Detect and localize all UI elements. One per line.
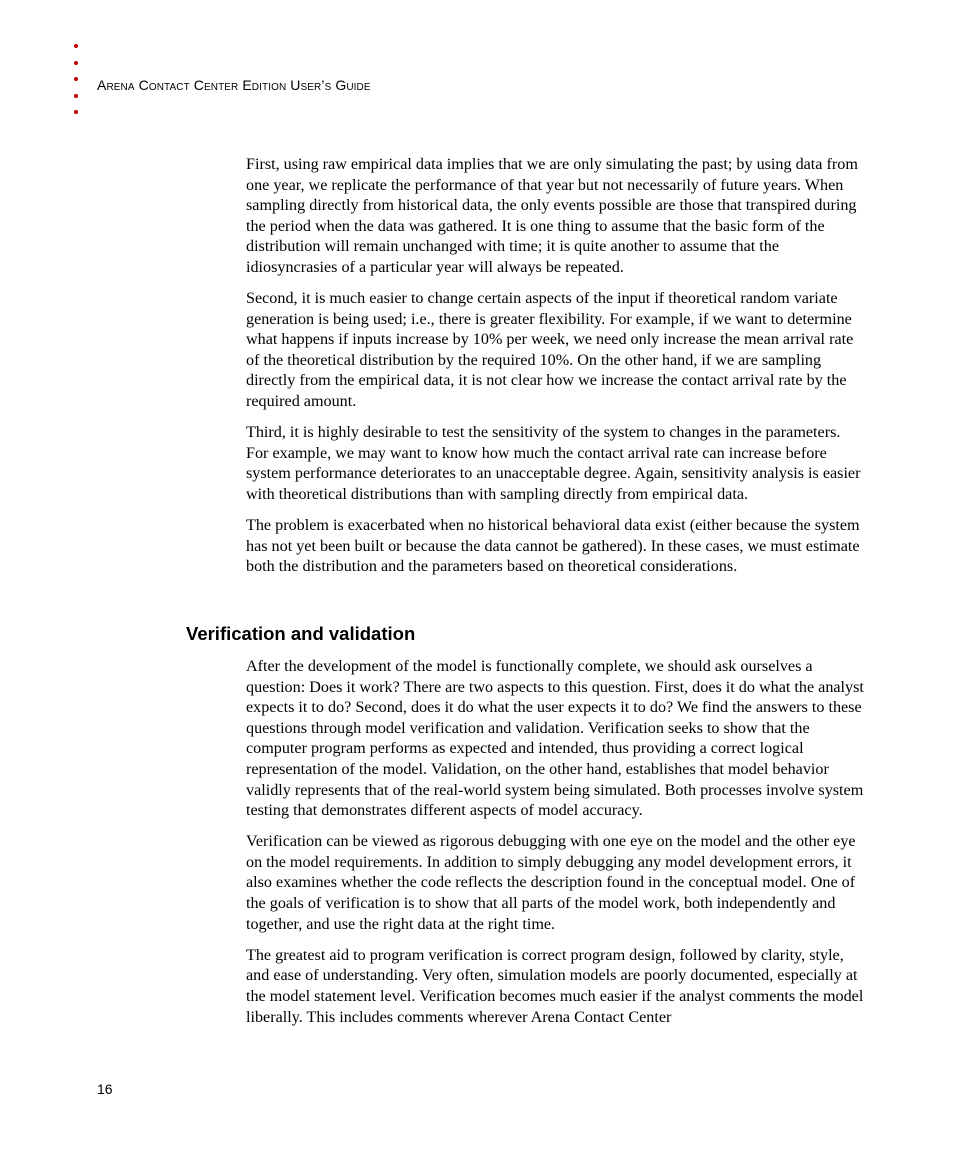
bullet-icon (74, 77, 78, 81)
bullet-icon (74, 94, 78, 98)
bullet-icon (74, 110, 78, 114)
body-paragraph: The greatest aid to program verification is correct program design, followed by clarity, style, and ease of understanding. Very often, simulation models are poorly documented, especially at the model statement level. Verification becomes much easier if the analyst comments the model liberally. This includes comments wherever Arena Contact Center (246, 946, 864, 1026)
body-paragraph: First, using raw empirical data implies that we are only simulating the past; by using data from one year, we replicate the performance of that year but not necessarily of future years. When sampling directly from historical data, the only events possible are those that transpired during the period when the data was gathered. It is one thing to assume that the basic form of the distribution will remain unchanged with time; it is quite another to assume that the idiosyncrasies of a particular year will always be repeated. (246, 156, 858, 276)
section-heading: Verification and validation (186, 623, 416, 644)
running-head: Arena Contact Center Edition User’s Guide (97, 77, 371, 93)
body-paragraph: Verification can be viewed as rigorous debugging with one eye on the model and the other eye on the model requirements. In addition to simply debugging any model development errors, it also examines whether the code reflects the description found in the conceptual model. One of the goals of verification is to show that all parts of the model work, both independently and together, and use the right data at the right time. (246, 833, 856, 933)
margin-bullets (72, 44, 82, 127)
section-body (246, 657, 866, 1039)
bullet-icon (74, 61, 78, 65)
intro-body (246, 155, 866, 588)
body-paragraph: Second, it is much easier to change certain aspects of the input if theoretical random variate generation is being used; i.e., there is greater flexibility. For example, if we want to determine what happens if inputs increase by 10% per week, we need only increase the mean arrival rate of the theoretical distribution by the required 10%. On the other hand, if we are sampling directly from the empirical data, it is not clear how we increase the contact arrival rate by the required amount. (246, 290, 854, 411)
body-paragraph: The problem is exacerbated when no historical behavioral data exist (either because the system has not yet been built or because the data cannot be gathered). In these cases, we must estimate both the distribution and the parameters based on theoretical considerations. (246, 517, 860, 576)
page-number: 16 (97, 1081, 113, 1097)
body-paragraph: Third, it is highly desirable to test the sensitivity of the system to changes in the parameters. For example, we may want to know how much the contact arrival rate can increase before system performance deteriorates to an unacceptable degree. Again, sensitivity analysis is easier with theoretical distributions than with sampling directly from empirical data. (246, 424, 861, 503)
bullet-icon (74, 44, 78, 48)
body-paragraph: After the development of the model is functionally complete, we should ask ourselves a question: Does it work? There are two aspects to this question. First, does it do what the analyst expects it to do? Second, does it do what the user expects it to do? We find the answers to these questions through model verification and validation. Verification seeks to show that the computer program performs as expected and intended, thus providing a correct logical representation of the model. Validation, on the other hand, establishes that model behavior validly represents that of the real-world system being simulated. Both processes involve system testing that demonstrates different aspects of model accuracy. (246, 658, 864, 820)
